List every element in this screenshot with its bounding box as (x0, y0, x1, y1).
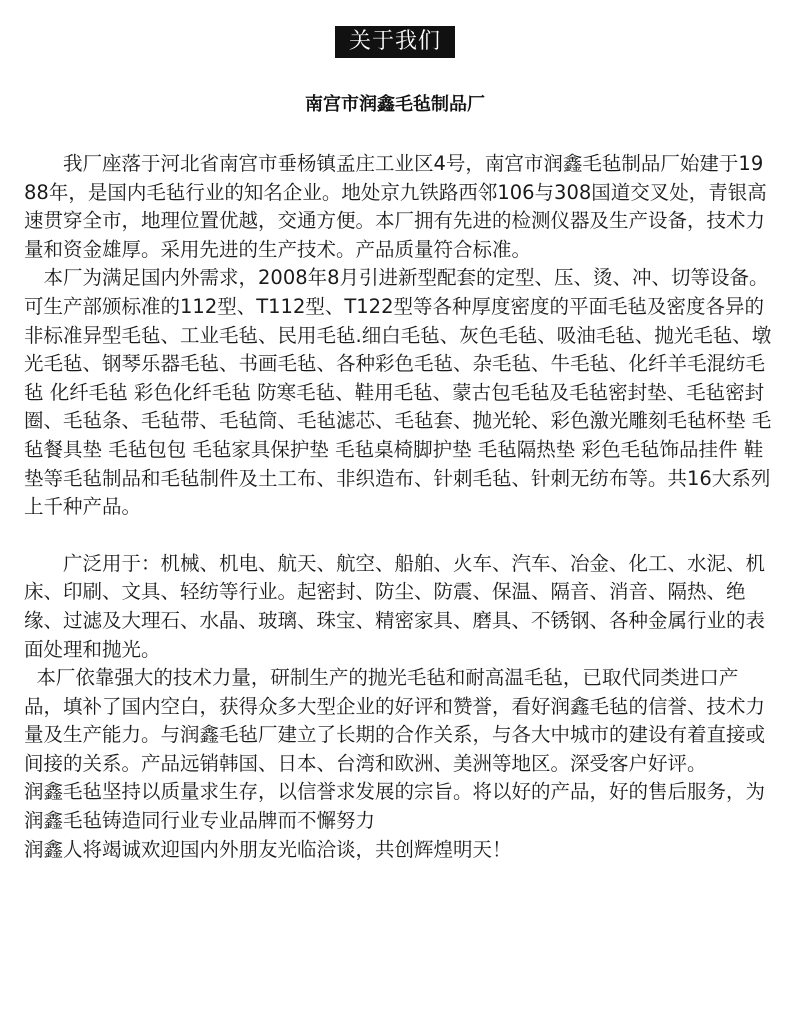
paragraph-applications: 广泛用于：机械、机电、航天、航空、船舶、火车、汽车、冶金、化工、水泥、机床、印刷、文具、轻纺等行业。起密封、防尘、防震、保温、隔音、消音、隔热、绝缘、过滤及大理石、水晶、玻璃、珠宝、精密家具、磨具、不锈钢、各种金属行业的表面处理和抛光。 (24, 551, 766, 661)
paragraph-technology: 本厂依靠强大的技术力量，研制生产的抛光毛毡和耐高温毛毡，已取代同类进口产品，填补了国内空白，获得众多大型企业的好评和赞誉，看好润鑫毛毡的信誉、技术力量及生产能力。与润鑫毛毡厂建立了长期的合作关系，与各大中城市的建设有着直接或间接的关系。产品远销韩国、日本、台湾和欧洲、美洲等地区。深受客户好评。 (24, 666, 766, 775)
paragraph-intro: 我厂座落于河北省南宫市垂杨镇孟庄工业区4号，南宫市润鑫毛毡制品厂始建于1988年，是国内毛毡行业的知名企业。地处京九铁路西邻106与308国道交叉处，青银高速贯穿全市，地理位置优越，交通方便。本厂拥有先进的检测仪器及生产设备，技术力量和资金雄厚。采用先进的生产技术。产品质量符合标准。 (24, 152, 767, 261)
header (0, 26, 790, 58)
paragraph-gap (24, 522, 774, 550)
section-title: 关于我们 (335, 26, 455, 58)
paragraph-products: 本厂为满足国内外需求，2008年8月引进新型配套的定型、压、烫、冲、切等设备。可生产部颁标准的112型、T112型、T122型等各种厚度密度的平面毛毡及密度各异的非标准异型毛毡、工业毛毡、民用毛毡.细白毛毡、灰色毛毡、吸油毛毡、抛光毛毡、墩光毛毡、钢琴乐器毛毡、书画毛毡、各种彩色毛毡、杂毛毡、牛毛毡、化纤羊毛混纺毛毡 化纤毛毡 彩色化纤毛毡 防寒毛毡、鞋用毛毡、蒙古包毛毡及毛毡密封垫、毛毡密封圈、毛毡条、毛毡带、毛毡筒、毛毡滤芯、毛毡套、抛光轮、彩色激光雕刻毛毡杯垫 毛毡餐具垫 毛毡包包 毛毡家具保护垫 毛毡桌椅脚护垫 毛毡隔热垫 彩色毛毡饰品挂件 鞋垫等毛毡制品和毛毡制件及土工布、非织造布、针刺毛毡、针刺无纺布等。共16大系列上千种产品。 (24, 266, 772, 519)
company-name: 南宫市润鑫毛毡制品厂 (305, 94, 485, 115)
paragraph-welcome: 润鑫人将竭诚欢迎国内外朋友光临洽谈，共创辉煌明天！ (24, 837, 512, 861)
paragraph-mission: 润鑫毛毡坚持以质量求生存，以信誉求发展的宗旨。将以好的产品，好的售后服务，为润鑫毛毡铸造同行业专业品牌而不懈努力 (24, 780, 766, 833)
about-body (24, 150, 774, 864)
